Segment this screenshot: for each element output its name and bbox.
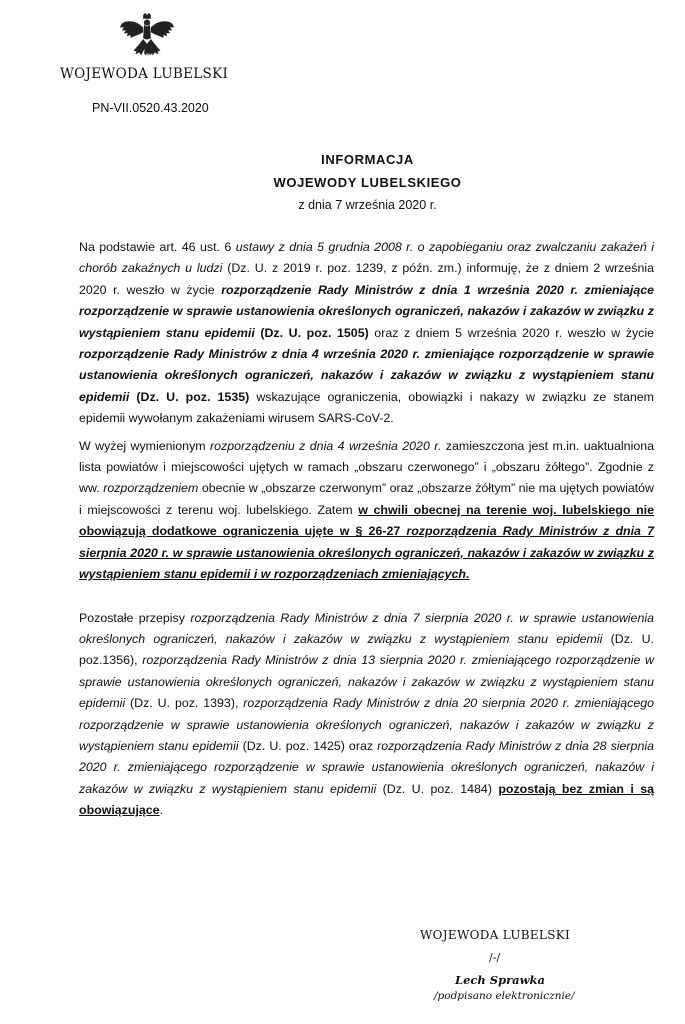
text-span: . [159,803,164,818]
journal-reference: (Dz. U. poz. 1535) [136,389,250,404]
organization-name: WOJEWODA LUBELSKI [60,66,229,82]
text-span: zamieszczona jest m.in. uaktualniona lista powiatów i miejscowości ujętych w ramach „obszaru czerwonego” i „obszaru żółtego”. Zgodnie z ww. [79,438,654,496]
title-line-1: INFORMACJA [321,152,414,167]
polish-eagle-emblem-icon [118,12,176,66]
signature-role: WOJEWODA LUBELSKI [420,928,571,942]
text-span: oraz z dniem 5 września 2020 r. weszło w życie [368,325,654,340]
text-span: W wyżej wymienionym [79,438,211,453]
title-line-2: WOJEWODY LUBELSKIEGO [273,175,462,190]
document-reference-number: PN-VII.0520.43.2020 [92,101,209,115]
text-span: (Dz. U. poz. 1393), [125,696,244,711]
text-span: (Dz. U. poz.1356), [79,631,654,668]
text-span: (Dz. U. poz. 1425) oraz [238,738,378,753]
text-span: (Dz. U. z 2019 r. poz. 1239, z późn. zm.) informuję, że z dniem 2 września 2020 r. weszło w życie [79,261,655,297]
signature-mark: /-/ [489,951,501,964]
regulation-reference: rozporządzenia Rady Ministrów z dnia 7 sierpnia 2020 r. w sprawie ustanowienia określonych ograniczeń, nakazów i zakazów w związku z wystąpieniem stanu epidemii [79,610,654,646]
regulation-reference: rozporządzeniem [103,481,199,496]
paragraph-2 [79,436,654,586]
text-span: Na podstawie art. 46 ust. 6 [79,240,236,254]
regulation-reference: rozporządzeniu z dnia 4 września 2020 r. [210,438,442,453]
regulation-reference: rozporządzenia Rady Ministrów z dnia 20 sierpnia 2020 r. zmieniającego rozporządzenie w sprawie ustanowienia określonych ograniczeń, nakazów i zakazów w związku z wystąpieniem stanu epidemii [79,696,654,753]
key-statement: w chwili obecnej na terenie woj. lubelskiego nie obowiązują dodatkowe ograniczenia ujęte w § 26-27 [79,502,654,539]
title-date: z dnia 7 września 2020 r. [298,198,437,212]
text-span: wskazujące ograniczenia, obowiązki i nakazy w związku ze stanem epidemii wywołanym zakażeniami wirusem SARS-CoV-2. [79,389,654,426]
text-span: obecnie w „obszarze czerwonym” oraz „obszarze żółtym” nie ma ujętych powiatów i miejscowości z terenu woj. lubelskiego. Zatem [79,481,654,517]
journal-reference: (Dz. U. poz. 1505) [260,325,369,340]
paragraph-1 [79,237,654,430]
key-statement: rozporządzenia Rady Ministrów z dnia 7 sierpnia 2020 r. w sprawie ustanowienia określonych ograniczeń, nakazów i zakazów w związku z wystąpieniem stanu epidemii i w rozporządzeniach zmieniających. [79,524,654,582]
act-reference: ustawy z dnia 5 grudnia 2008 r. o zapobieganiu oraz zwalczaniu zakażeń i chorób zakaźnych u ludzi [79,240,654,276]
signature-note: /podpisano elektronicznie/ [434,990,575,1002]
signatory-name: Lech Sprawka [455,973,545,987]
regulation-title: rozporządzenie Rady Ministrów z dnia 4 września 2020 r. zmieniające rozporządzenie w sprawie ustanowienia określonych ograniczeń, nakazów i zakazów w związku z wystąpieniem stanu epidemii [79,347,654,404]
document-title [0,148,685,216]
regulation-title: rozporządzenie Rady Ministrów z dnia 1 września 2020 r. zmieniające rozporządzenie w sprawie ustanowienia określonych ograniczeń, nakazów i zakazów w związku z wystąpieniem stanu epidemii [79,282,655,340]
regulation-reference: rozporządzenia Rady Ministrów z dnia 28 sierpnia 2020 r. zmieniającego rozporządzenie w sprawie ustanowienia określonych ograniczeń, nakazów i zakazów w związku z wystąpieniem stanu epidemii [79,738,654,796]
text-span: (Dz. U. poz. 1484) [376,781,499,796]
key-statement: pozostają bez zmian i są obowiązujące [79,781,654,818]
paragraph-3 [79,608,654,822]
regulation-reference: rozporządzenia Rady Ministrów z dnia 13 sierpnia 2020 r. zmieniającego rozporządzenie w sprawie ustanowienia określonych ograniczeń, nakazów i zakazów w związku z wystąpieniem stanu epidemii [79,653,654,711]
document-body [79,237,654,822]
text-span: Pozostałe przepisy [79,610,191,625]
